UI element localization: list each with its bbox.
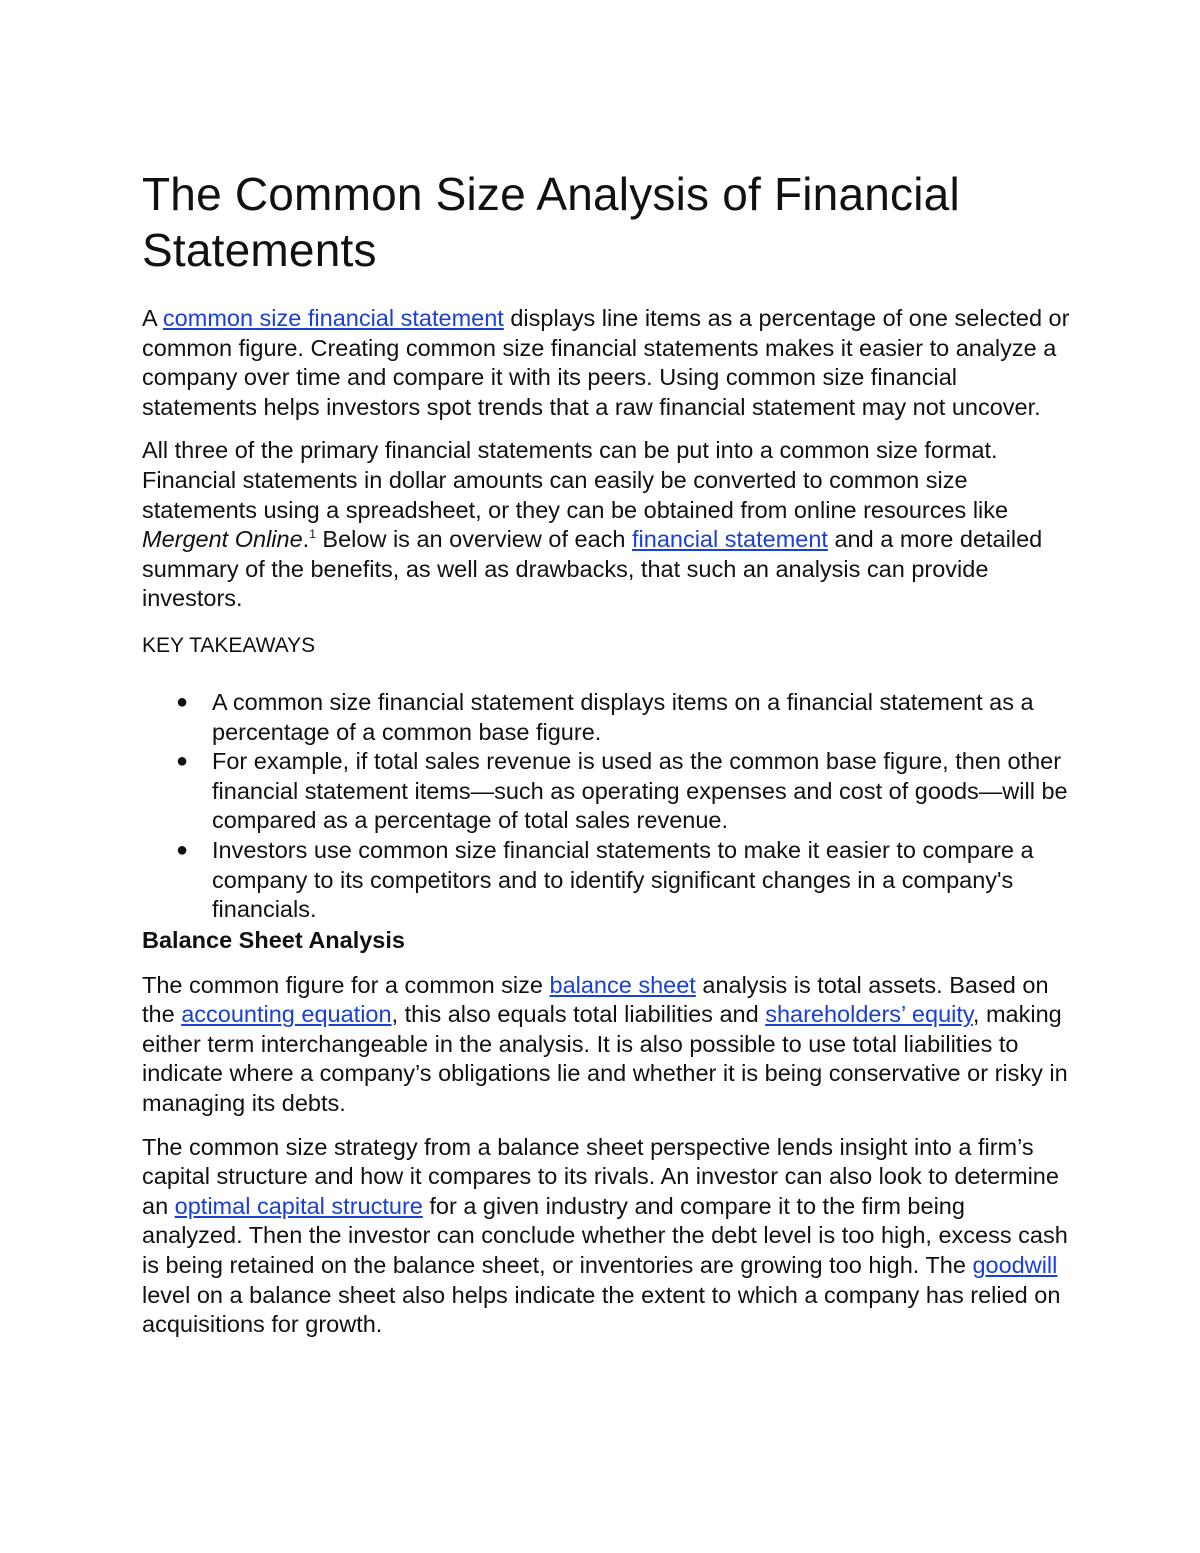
link-shareholders-equity[interactable]: shareholders’ equity: [765, 1001, 973, 1028]
document-page: [142, 166, 1072, 1354]
intro-paragraph-1: [142, 304, 1072, 422]
mergent-online-emphasis: Mergent Online: [142, 526, 303, 553]
footnote-marker[interactable]: 1: [309, 527, 316, 542]
link-balance-sheet[interactable]: balance sheet: [549, 971, 696, 998]
key-takeaways-heading: KEY TAKEAWAYS: [142, 633, 316, 657]
bullet-icon: ●: [176, 838, 189, 861]
list-item: [176, 836, 1072, 925]
list-item-text: A common size financial statement displays items on a financial statement as a percentage of a common base figure.: [212, 688, 1034, 745]
text-run: All three of the primary financial statements can be put into a common size format. Financial statements in dollar amounts can easily be converted to common size statements using a spreadsheet, or they can be obtained from online resources like: [142, 437, 1009, 523]
text-run: .: [302, 526, 310, 553]
page-title: The Common Size Analysis of Financial Statements: [142, 168, 960, 276]
bullet-icon: ●: [176, 750, 189, 773]
text-run: , making either term interchangeable in the analysis. It is also possible to use total liabilities to indicate where a company’s obligations lie and whether it is being conservative or risky in managing its debts.: [142, 1001, 1068, 1117]
link-accounting-equation[interactable]: accounting equation: [181, 1001, 392, 1028]
intro-paragraph-2: [142, 436, 1072, 614]
section-heading-balance-sheet: Balance Sheet Analysis: [142, 926, 405, 953]
balance-sheet-paragraph-1: [142, 971, 1072, 1119]
link-financial-statement[interactable]: financial statement: [632, 526, 828, 553]
list-item-text: Investors use common size financial statements to make it easier to compare a company to its competitors and to identify significant changes in a company's financials.: [212, 836, 1034, 923]
key-takeaways-list: [142, 688, 1072, 925]
list-item: [176, 688, 1072, 747]
text-run: The common size strategy from a balance sheet perspective lends insight into a firm’s capital structure and how it compares to its rivals. An investor can also look to determine an: [142, 1133, 1059, 1219]
text-run: Below is an overview of each: [315, 526, 632, 553]
text-run: The common figure for a common size: [142, 971, 550, 998]
text-run: level on a balance sheet also helps indicate the extent to which a company has relied on acquisitions for growth.: [142, 1281, 1061, 1338]
text-run: , this also equals total liabilities and: [391, 1001, 766, 1028]
link-optimal-capital-structure[interactable]: optimal capital structure: [174, 1192, 423, 1219]
text-run: displays line items as a percentage of one selected or common figure. Creating common size financial statements makes it easier to analyze a company over time and compare it with its peers. Using common size financial statements helps investors spot trends that a raw financial statement may not uncover.: [142, 305, 1070, 420]
text-run: for a given industry and compare it to the firm being analyzed. Then the investor can conclude whether the debt level is too high, excess cash is being retained on the balance sheet, or inventories are growing too high. The: [142, 1192, 1068, 1279]
list-item-text: For example, if total sales revenue is used as the common base figure, then other financial statement items—such as operating expenses and cost of goods—will be compared as a percentage of total sales revenue.: [212, 748, 1068, 834]
text-run: and a more detailed summary of the benefits, as well as drawbacks, that such an analysis can provide investors.: [142, 526, 1043, 612]
link-common-size-financial-statement[interactable]: common size financial statement: [162, 305, 504, 331]
balance-sheet-paragraph-2: [142, 1133, 1072, 1340]
bullet-icon: ●: [176, 690, 189, 713]
link-goodwill[interactable]: goodwill: [972, 1252, 1058, 1279]
text-run: A: [142, 305, 163, 331]
list-item: [176, 747, 1072, 836]
text-run: analysis is total assets. Based on the: [142, 971, 1049, 1028]
